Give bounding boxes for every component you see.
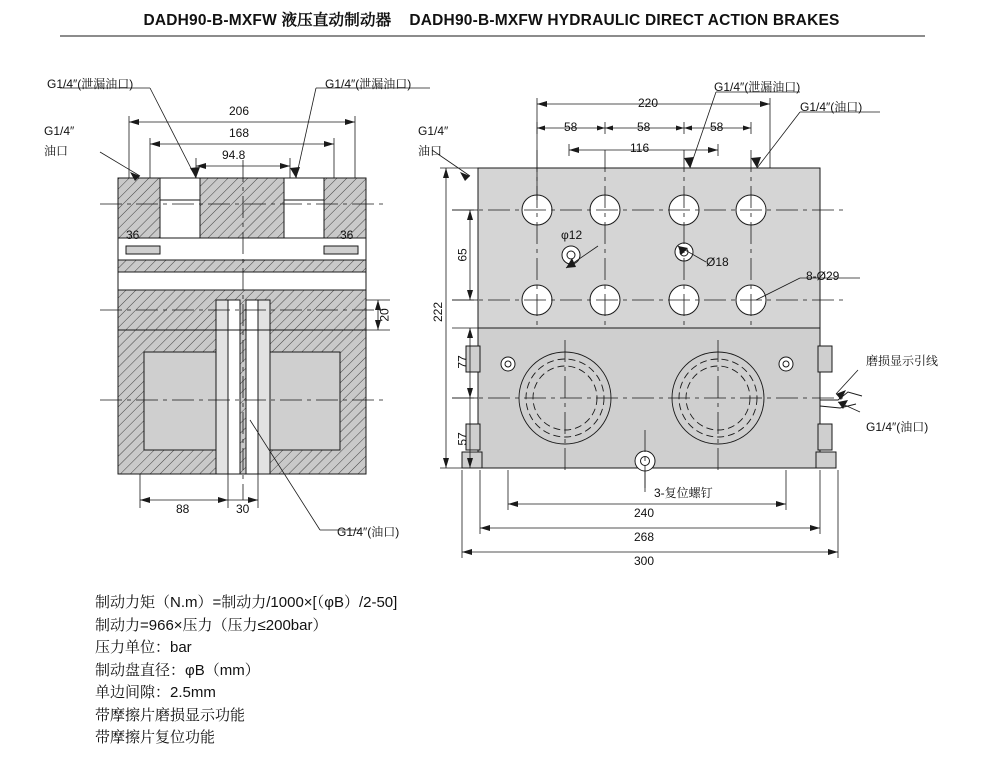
note-line-1: 制动力矩（N.m）=制动力/1000×[（φB）/2-50] — [95, 594, 398, 611]
dim-206: 206 — [229, 104, 250, 118]
dim-116: 116 — [630, 141, 650, 155]
notes-block — [95, 592, 397, 750]
label-leak-port-left: G1/4″(泄漏油口) — [47, 77, 134, 91]
dim-268: 268 — [634, 530, 655, 544]
dim-57: 57 — [455, 432, 470, 446]
label-hole-phi12: φ12 — [561, 228, 583, 242]
label-leak-port-top: G1/4″(泄漏油口) — [714, 80, 801, 94]
dim-58-c: 58 — [710, 120, 724, 134]
dim-77: 77 — [455, 355, 470, 369]
label-hole-phi18: Ø18 — [706, 255, 729, 269]
dim-240: 240 — [634, 506, 655, 520]
dim-30: 30 — [236, 502, 250, 516]
label-oil-port-top-right: G1/4″(油口) — [800, 100, 863, 114]
title-cn: DADH90-B-MXFW 液压直动制动器 — [143, 12, 392, 29]
dim-58-b: 58 — [637, 120, 651, 134]
label-leak-port-right: G1/4″(泄漏油口) — [325, 77, 412, 91]
dim-58-a: 58 — [564, 120, 578, 134]
dim-94-8: 94.8 — [222, 148, 246, 162]
dim-36-left: 36 — [126, 228, 140, 242]
label-wear-indicator: 磨损显示引线 — [866, 354, 939, 368]
label-oil-port-mid-left-1: G1/4″ — [418, 124, 449, 138]
label-reset-screw: 3-复位螺钉 — [654, 486, 713, 500]
label-oil-port-right: G1/4″(油口) — [866, 420, 929, 434]
dim-36-right: 36 — [340, 228, 354, 242]
dim-20: 20 — [377, 308, 392, 322]
note-line-5: 单边间隙：2.5mm — [95, 684, 216, 701]
note-line-2: 制动力=966×压力（压力≤200bar） — [95, 616, 328, 634]
dim-88: 88 — [176, 502, 190, 516]
label-oil-port-bottom: G1/4″(油口) — [337, 525, 400, 539]
note-line-7: 带摩擦片复位功能 — [95, 729, 216, 746]
dim-222: 222 — [431, 301, 446, 323]
label-oil-port-mid-left-2: 油口 — [418, 144, 443, 158]
note-line-3: 压力单位：bar — [95, 639, 192, 656]
label-oil-port-left-1: G1/4″ — [44, 124, 75, 138]
dim-168: 168 — [229, 126, 250, 140]
title-en: DADH90-B-MXFW HYDRAULIC DIRECT ACTION BRAKES — [409, 12, 840, 29]
dim-220: 220 — [638, 96, 659, 110]
note-line-6: 带摩擦片磨损显示功能 — [95, 706, 246, 724]
dim-300: 300 — [634, 554, 655, 568]
label-hole-8x29: 8-Ø29 — [806, 269, 840, 283]
dim-65: 65 — [455, 248, 470, 262]
label-oil-port-left-2: 油口 — [44, 144, 69, 158]
note-line-4: 制动盘直径：φB（mm） — [95, 661, 260, 679]
